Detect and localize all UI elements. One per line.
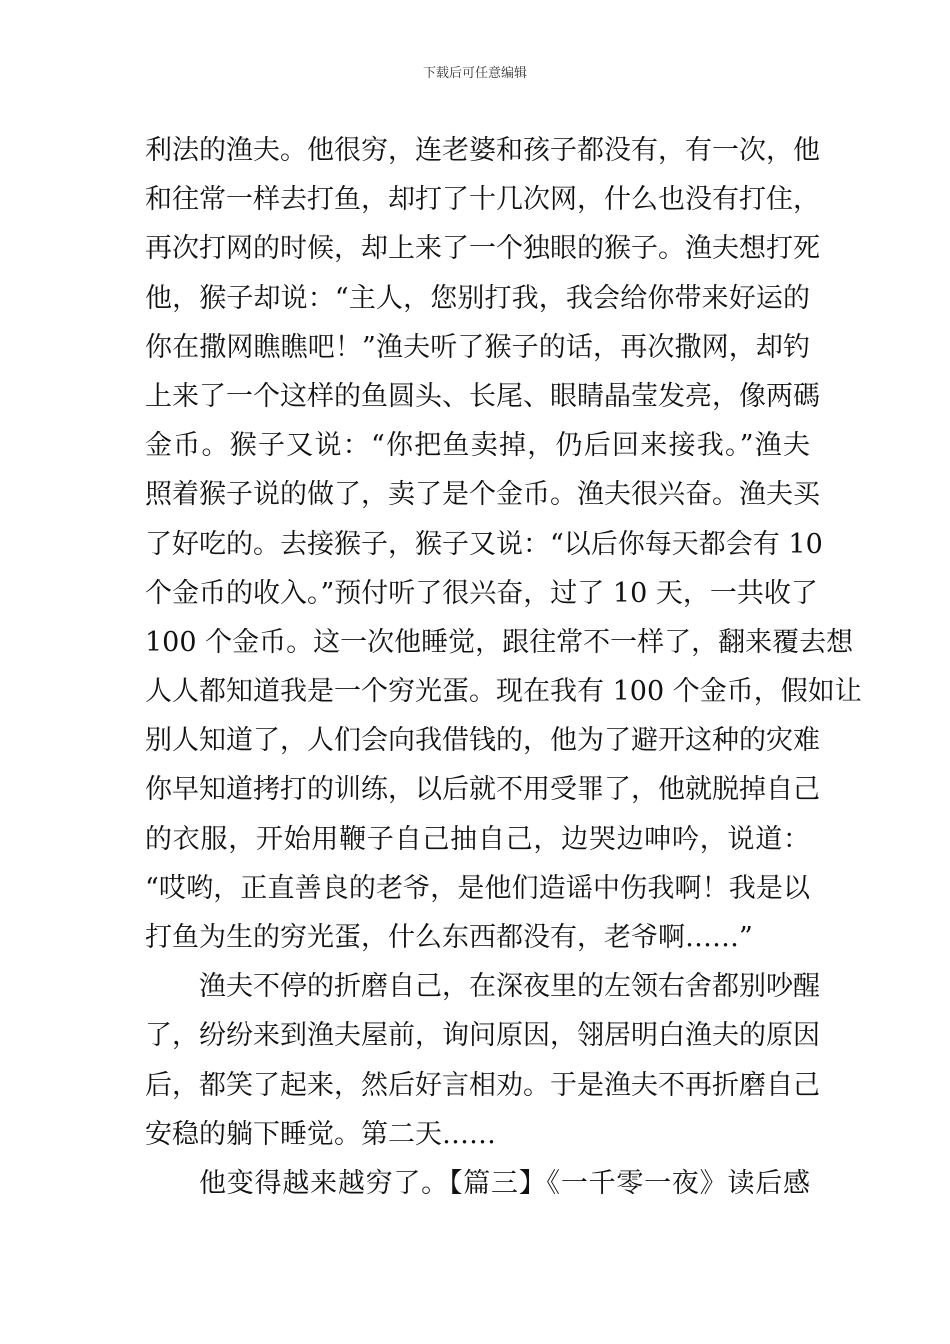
text-line: 渔夫不停的折磨自己，在深夜里的左领右舍都别吵醒 (199, 971, 820, 1003)
text-line: 上来了一个这样的鱼圆头、长尾、眼睛晶莹发亮，像两碼 (145, 380, 820, 412)
text-line: 个金币的收入。”预付听了很兴奋，过了 10 天，一共收了 (145, 577, 818, 609)
text-line: 你在撒网瞧瞧吧！”渔夫听了猴子的话，再次撒网，却钓 (145, 331, 810, 363)
text-line: 了，纷纷来到渔夫屋前，询问原因，翎居明白渔夫的原因 (145, 1020, 820, 1052)
text-line: 后，都笑了起来，然后好言相劝。于是渔夫不再折磨自己 (145, 1069, 820, 1101)
text-line: 人人都知道我是一个穷光蛋。现在我有 100 个金币，假如让 (145, 676, 862, 708)
text-line: 和往常一样去打鱼，却打了十几次网，什么也没有打住， (145, 184, 820, 216)
text-line: 再次打网的时候，却上来了一个独眼的猴子。渔夫想打死 (145, 233, 820, 265)
text-line: 打鱼为生的穷光蛋，什么东西都没有，老爷啊……” (145, 922, 753, 953)
text-line: 了好吃的。去接猴子，猴子又说：“以后你每天都会有 10 (145, 528, 823, 560)
text-line: 他变得越来越穷了。【篇三】《一千零一夜》读后感 (199, 1167, 810, 1199)
page-header: 下载后可任意编辑 (422, 66, 527, 81)
text-line: 安稳的躺下睡觉。第二天…… (145, 1118, 496, 1150)
text-line: 他，猴子却说：“主人，您别打我，我会给你带来好运的 (145, 282, 810, 314)
text-line: 100 个金币。这一次他睡觉，跟往常不一样了，翻来覆去想 (145, 626, 854, 658)
text-line: 的衣服，开始用鞭子自己抽自己，边哭边呻吟，说道： (145, 823, 810, 855)
body-text (145, 126, 862, 1208)
text-line: 你早知道拷打的训练，以后就不用受罪了，他就脱掉自己 (145, 774, 820, 806)
text-line: 金币。猴子又说：“你把鱼卖掉，仍后回来接我。”渔夫 (145, 430, 810, 462)
text-line: “哎哟，正直善良的老爷，是他们造谣中伤我啊！我是以 (145, 872, 810, 904)
text-line: 照着猴子说的做了，卖了是个金币。渔夫很兴奋。渔夫买 (145, 479, 820, 511)
text-line: 别人知道了，人们会向我借钱的，他为了避开这种的灾难 (145, 725, 820, 757)
text-line: 利法的渔夫。他很穷，连老婆和孩子都没有，有一次，他 (145, 135, 820, 166)
